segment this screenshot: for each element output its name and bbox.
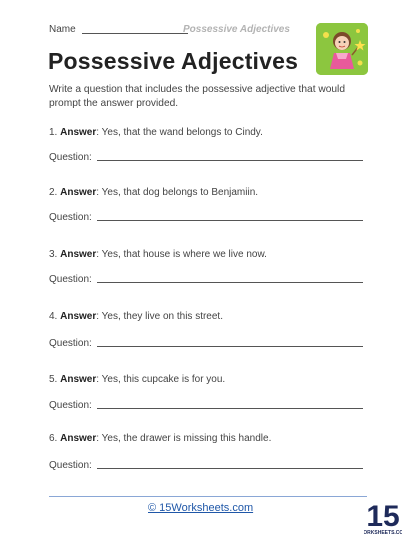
logo-text: ORKSHEETS.CO [364,530,402,536]
fifteen-logo-icon [364,496,402,536]
question-line-3[interactable]: Question: [49,274,367,285]
question-line-1[interactable]: Question: [49,152,367,163]
question-item-6: 6. Answer: Yes, the drawer is missing this handle. [49,433,272,444]
question-line-5[interactable]: Question: [49,400,367,411]
question-line-2[interactable]: Question: [49,212,367,223]
question-line-6[interactable]: Question: [49,460,367,471]
footer-divider [49,496,367,497]
question-line-4[interactable]: Question: [49,338,367,349]
question-item-1: 1. Answer: Yes, that the wand belongs to Cindy. [49,127,263,138]
logo-number: 15 [366,500,400,533]
site-logo [364,496,402,536]
clipart-image [316,23,368,75]
page-title: Possessive Adjectives [48,48,299,74]
question-item-3: 3. Answer: Yes, that house is where we live now. [49,249,267,260]
name-row [49,24,188,35]
question-item-2: 2. Answer: Yes, that dog belongs to Benjamiin. [49,187,259,198]
girl-with-wand-icon [316,23,368,75]
instructions: Write a question that includes the possessive adjective that would prompt the answer provided. [49,84,345,109]
name-label: Name [49,24,76,35]
name-line[interactable] [82,33,188,34]
question-item-5: 5. Answer: Yes, this cupcake is for you. [49,374,226,385]
worksheet-subject: Possessive Adjectives [183,24,290,35]
copyright-link[interactable]: © 15Worksheets.com [148,502,254,514]
question-item-4: 4. Answer: Yes, they live on this street. [49,311,223,322]
